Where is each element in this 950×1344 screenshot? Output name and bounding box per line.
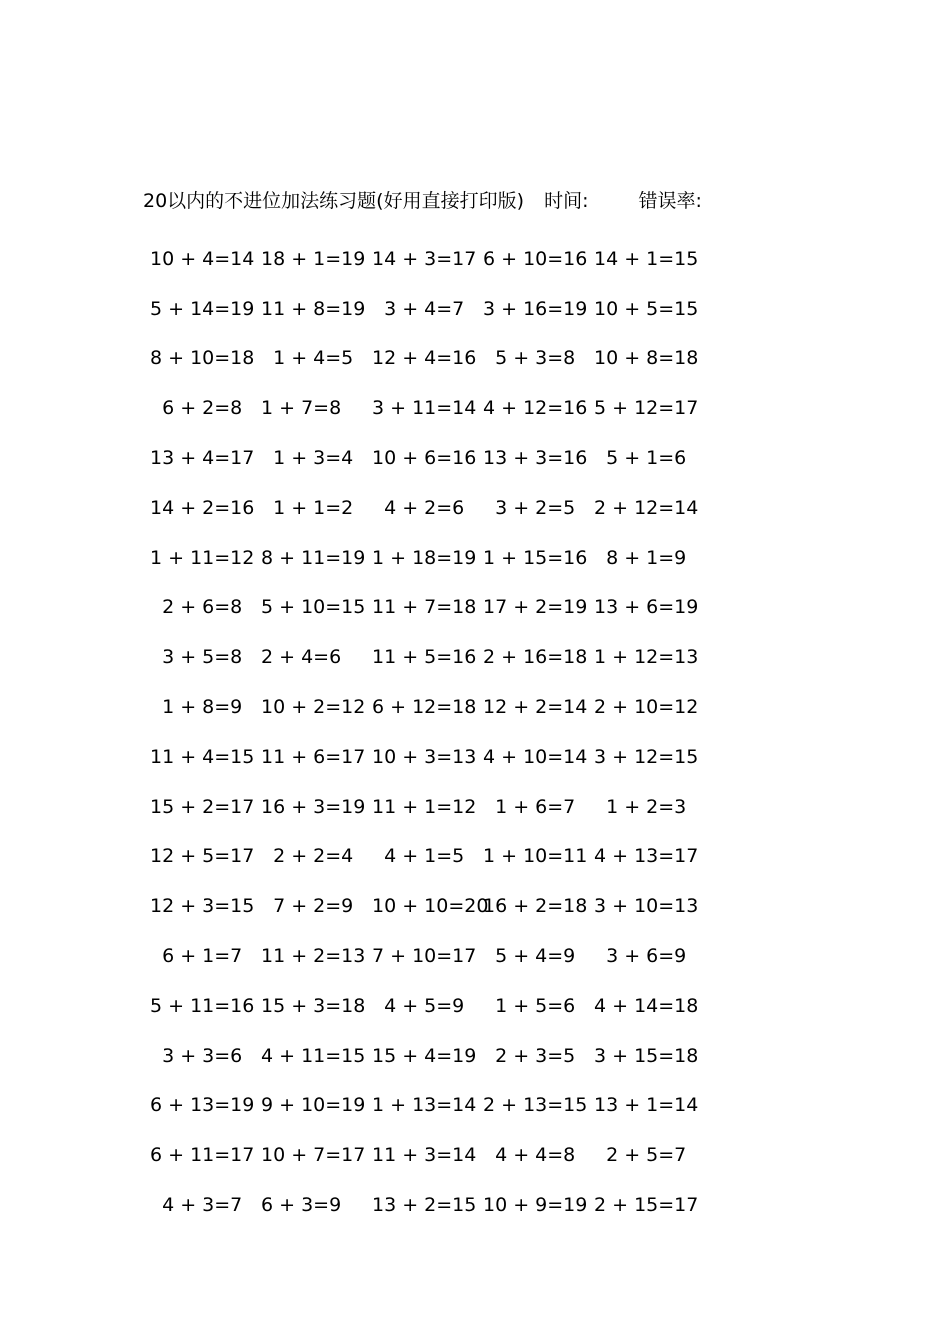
addition-problem: 6 + 2=8: [150, 397, 243, 420]
time-label: 时间:: [544, 190, 589, 212]
problem-row: [140, 1031, 710, 1081]
addition-problem: 10 + 8=18: [594, 347, 699, 370]
addition-problem: 4 + 4=8: [483, 1144, 576, 1167]
addition-problem: 2 + 2=4: [261, 845, 354, 868]
problem-row: [140, 832, 710, 882]
addition-problem: 1 + 7=8: [261, 397, 342, 420]
addition-problem: 11 + 6=17: [261, 745, 366, 768]
addition-problem: 2 + 16=18: [483, 646, 588, 669]
addition-problem: 5 + 4=9: [483, 945, 576, 968]
addition-problem: 11 + 3=14: [372, 1144, 477, 1167]
addition-problem: 3 + 3=6: [150, 1044, 243, 1067]
addition-problem: 3 + 6=9: [594, 945, 687, 968]
problem-row: [140, 533, 710, 583]
addition-problem: 11 + 4=15: [150, 745, 255, 768]
addition-problem: 1 + 5=6: [483, 994, 576, 1017]
addition-problem: 11 + 7=18: [372, 596, 477, 619]
problem-row: [140, 981, 710, 1031]
addition-problem: 15 + 4=19: [372, 1044, 477, 1067]
addition-problem: 4 + 12=16: [483, 397, 588, 420]
addition-problem: 14 + 1=15: [594, 247, 699, 270]
addition-problem: 3 + 4=7: [372, 297, 465, 320]
problem-row: [140, 383, 710, 433]
addition-problem: 10 + 7=17: [261, 1144, 366, 1167]
addition-problem: 13 + 6=19: [594, 596, 699, 619]
problem-grid: [140, 234, 710, 1230]
addition-problem: 10 + 4=14: [150, 247, 255, 270]
addition-problem: 6 + 13=19: [150, 1094, 255, 1117]
worksheet-header: [143, 186, 702, 216]
addition-problem: 3 + 16=19: [483, 297, 588, 320]
addition-problem: 6 + 10=16: [483, 247, 588, 270]
addition-problem: 15 + 3=18: [261, 994, 366, 1017]
addition-problem: 2 + 12=14: [594, 496, 699, 519]
addition-problem: 6 + 3=9: [261, 1194, 342, 1217]
problem-row: [140, 583, 710, 633]
addition-problem: 10 + 5=15: [594, 297, 699, 320]
addition-problem: 4 + 2=6: [372, 496, 465, 519]
addition-problem: 1 + 3=4: [261, 447, 354, 470]
addition-problem: 4 + 1=5: [372, 845, 465, 868]
addition-problem: 13 + 2=15: [372, 1194, 477, 1217]
addition-problem: 3 + 11=14: [372, 397, 477, 420]
addition-problem: 4 + 3=7: [150, 1194, 243, 1217]
addition-problem: 1 + 6=7: [483, 795, 576, 818]
addition-problem: 10 + 9=19: [483, 1194, 588, 1217]
addition-problem: 10 + 2=12: [261, 696, 366, 719]
addition-problem: 2 + 10=12: [594, 696, 699, 719]
addition-problem: 4 + 11=15: [261, 1044, 366, 1067]
addition-problem: 12 + 2=14: [483, 696, 588, 719]
addition-problem: 5 + 10=15: [261, 596, 366, 619]
addition-problem: 8 + 11=19: [261, 546, 366, 569]
addition-problem: 1 + 8=9: [150, 696, 243, 719]
problem-row: [140, 334, 710, 384]
addition-problem: 6 + 1=7: [150, 945, 243, 968]
addition-problem: 3 + 12=15: [594, 745, 699, 768]
problem-row: [140, 1180, 710, 1230]
problem-row: [140, 881, 710, 931]
addition-problem: 2 + 6=8: [150, 596, 243, 619]
addition-problem: 11 + 2=13: [261, 945, 366, 968]
problem-row: [140, 234, 710, 284]
addition-problem: 1 + 1=2: [261, 496, 354, 519]
addition-problem: 4 + 14=18: [594, 994, 699, 1017]
addition-problem: 10 + 3=13: [372, 745, 477, 768]
addition-problem: 13 + 1=14: [594, 1094, 699, 1117]
addition-problem: 12 + 5=17: [150, 845, 255, 868]
addition-problem: 2 + 5=7: [594, 1144, 687, 1167]
addition-problem: 4 + 10=14: [483, 745, 588, 768]
addition-problem: 5 + 11=16: [150, 994, 255, 1017]
addition-problem: 3 + 5=8: [150, 646, 243, 669]
addition-problem: 9 + 10=19: [261, 1094, 366, 1117]
addition-problem: 11 + 1=12: [372, 795, 477, 818]
problem-row: [140, 732, 710, 782]
addition-problem: 13 + 3=16: [483, 447, 588, 470]
addition-problem: 10 + 10=20: [372, 895, 489, 918]
addition-problem: 7 + 2=9: [261, 895, 354, 918]
addition-problem: 4 + 5=9: [372, 994, 465, 1017]
addition-problem: 1 + 12=13: [594, 646, 699, 669]
addition-problem: 1 + 4=5: [261, 347, 354, 370]
problem-row: [140, 433, 710, 483]
problem-row: [140, 632, 710, 682]
problem-row: [140, 682, 710, 732]
addition-problem: 8 + 10=18: [150, 347, 255, 370]
addition-problem: 2 + 3=5: [483, 1044, 576, 1067]
addition-problem: 3 + 2=5: [483, 496, 576, 519]
addition-problem: 1 + 2=3: [594, 795, 687, 818]
addition-problem: 18 + 1=19: [261, 247, 366, 270]
addition-problem: 3 + 10=13: [594, 895, 699, 918]
addition-problem: 10 + 6=16: [372, 447, 477, 470]
problem-row: [140, 931, 710, 981]
addition-problem: 11 + 8=19: [261, 297, 366, 320]
addition-problem: 2 + 15=17: [594, 1194, 699, 1217]
addition-problem: 17 + 2=19: [483, 596, 588, 619]
addition-problem: 16 + 3=19: [261, 795, 366, 818]
addition-problem: 5 + 1=6: [594, 447, 687, 470]
worksheet-title: 20以内的不进位加法练习题(好用直接打印版): [143, 190, 525, 212]
addition-problem: 13 + 4=17: [150, 447, 255, 470]
problem-row: [140, 284, 710, 334]
problem-row: [140, 1130, 710, 1180]
problem-row: [140, 1081, 710, 1131]
addition-problem: 1 + 18=19: [372, 546, 477, 569]
addition-problem: 2 + 4=6: [261, 646, 342, 669]
addition-problem: 7 + 10=17: [372, 945, 477, 968]
addition-problem: 5 + 12=17: [594, 397, 699, 420]
addition-problem: 14 + 3=17: [372, 247, 477, 270]
addition-problem: 12 + 4=16: [372, 347, 477, 370]
addition-problem: 16 + 2=18: [483, 895, 588, 918]
addition-problem: 1 + 15=16: [483, 546, 588, 569]
addition-problem: 8 + 1=9: [594, 546, 687, 569]
problem-row: [140, 483, 710, 533]
error-rate-label: 错误率:: [638, 190, 702, 212]
addition-problem: 1 + 10=11: [483, 845, 588, 868]
addition-problem: 1 + 13=14: [372, 1094, 477, 1117]
addition-problem: 4 + 13=17: [594, 845, 699, 868]
addition-problem: 12 + 3=15: [150, 895, 255, 918]
addition-problem: 1 + 11=12: [150, 546, 255, 569]
addition-problem: 3 + 15=18: [594, 1044, 699, 1067]
addition-problem: 6 + 11=17: [150, 1144, 255, 1167]
problem-row: [140, 782, 710, 832]
addition-problem: 2 + 13=15: [483, 1094, 588, 1117]
addition-problem: 5 + 14=19: [150, 297, 255, 320]
addition-problem: 15 + 2=17: [150, 795, 255, 818]
addition-problem: 11 + 5=16: [372, 646, 477, 669]
addition-problem: 14 + 2=16: [150, 496, 255, 519]
addition-problem: 6 + 12=18: [372, 696, 477, 719]
addition-problem: 5 + 3=8: [483, 347, 576, 370]
